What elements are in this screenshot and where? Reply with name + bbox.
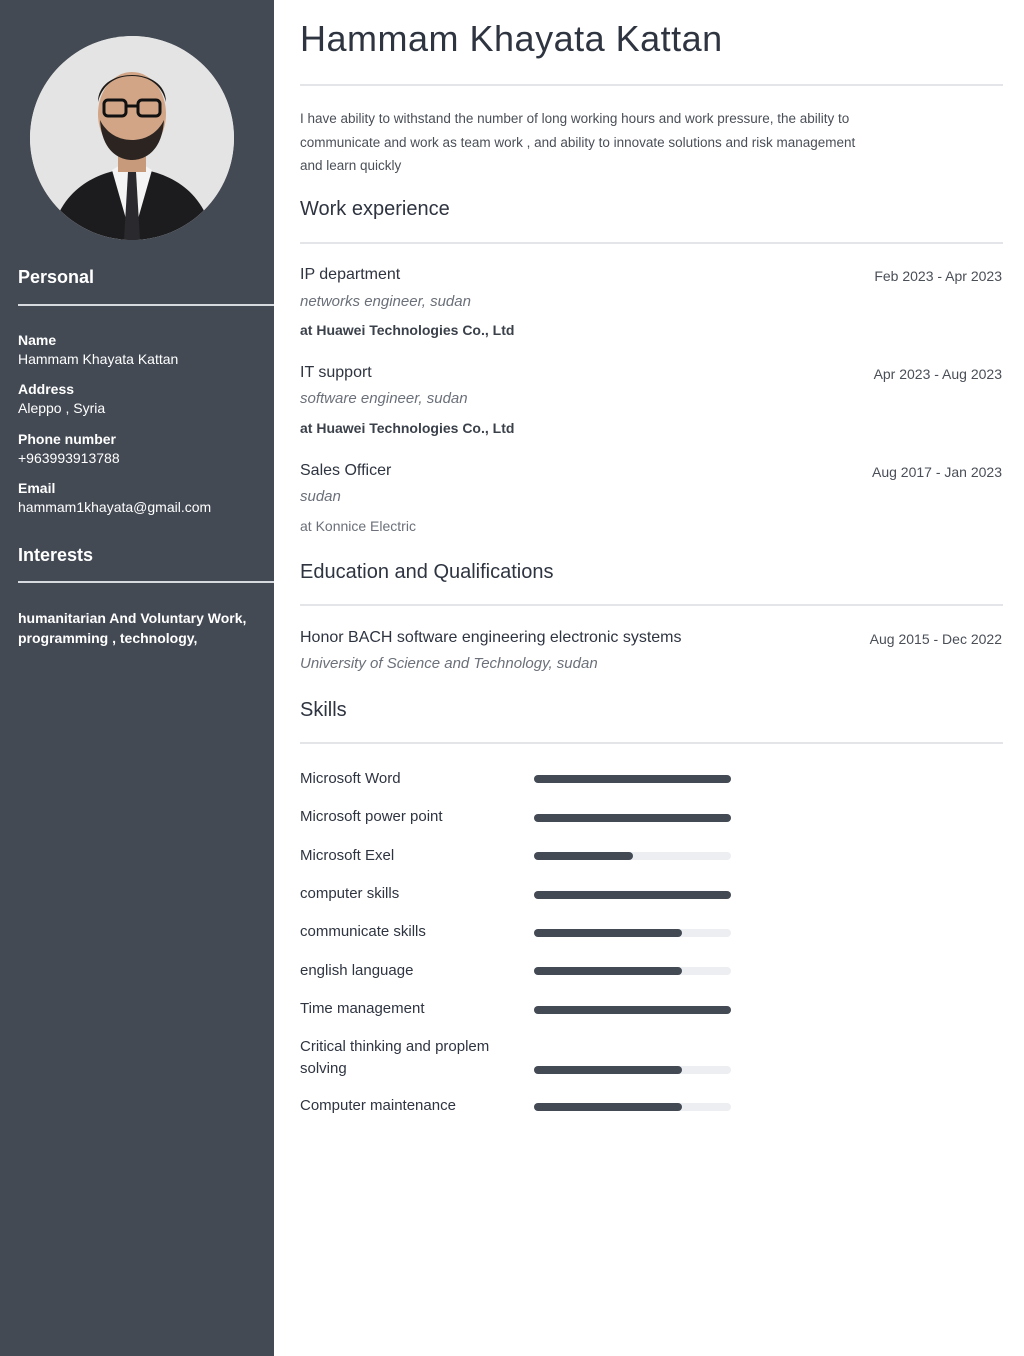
skill-bar-fill <box>534 775 731 783</box>
skills-divider <box>300 742 1003 744</box>
job-subtitle: sudan <box>300 488 341 505</box>
name-divider <box>300 84 1003 86</box>
skill-name: Critical thinking and proplem solving <box>300 1038 490 1077</box>
job-title: Sales Officer <box>300 462 392 479</box>
job-dates: Feb 2023 - Apr 2023 <box>874 268 1002 284</box>
profile-photo <box>30 36 234 240</box>
address-value: Aleppo , Syria <box>18 400 106 416</box>
sidebar <box>0 0 274 1356</box>
job-title: IT support <box>300 364 372 381</box>
job-company: at Huawei Technologies Co., Ltd <box>300 322 515 338</box>
personal-heading: Personal <box>18 267 95 287</box>
skill-name: Microsoft Exel <box>300 847 395 864</box>
skill-bar <box>534 814 731 822</box>
job-company: at Konnice Electric <box>300 518 416 534</box>
interests-divider <box>18 581 274 583</box>
skill-bar-fill <box>534 929 682 937</box>
job-dates: Apr 2023 - Aug 2023 <box>873 366 1002 382</box>
skill-bar-fill <box>534 891 731 899</box>
skill-name: Computer maintenance <box>300 1097 456 1114</box>
job-title: IP department <box>300 266 401 283</box>
skill-name: Microsoft power point <box>300 808 443 825</box>
skill-bar <box>534 852 731 860</box>
skill-bar-fill <box>534 1006 731 1014</box>
personal-divider <box>18 304 274 306</box>
email-label: Email <box>18 480 56 496</box>
skill-bar <box>534 1103 731 1111</box>
job-subtitle: software engineer, sudan <box>300 390 468 407</box>
address-label: Address <box>18 381 75 397</box>
skill-bar <box>534 1006 731 1014</box>
education-dates: Aug 2015 - Dec 2022 <box>869 631 1002 647</box>
name-label: Name <box>18 332 57 348</box>
education-divider <box>300 604 1003 606</box>
phone-value: +963993913788 <box>18 450 120 466</box>
job-company: at Huawei Technologies Co., Ltd <box>300 420 515 436</box>
skill-name: communicate skills <box>300 923 426 940</box>
skill-name: Time management <box>300 1000 425 1017</box>
skill-bar <box>534 891 731 899</box>
education-institution: University of Science and Technology, sudan <box>300 655 598 672</box>
resume-name: Hammam Khayata Kattan <box>300 18 723 59</box>
skill-name: Microsoft Word <box>300 770 401 787</box>
skill-bar <box>534 929 731 937</box>
skill-name: english language <box>300 962 414 979</box>
profile-summary: I have ability to withstand the number of long working hours and work pressure, the ability to communicate and work as team work , and ability to innovate solutions and risk management and learn quickly <box>300 111 856 173</box>
job-dates: Aug 2017 - Jan 2023 <box>872 464 1002 480</box>
skill-bar-fill <box>534 814 731 822</box>
education-title: Honor BACH software engineering electronic systems <box>300 629 682 646</box>
work-divider <box>300 242 1003 244</box>
education-heading: Education and Qualifications <box>300 561 554 583</box>
interests-heading: Interests <box>18 545 94 565</box>
phone-label: Phone number <box>18 431 117 447</box>
skill-bar-fill <box>534 852 633 860</box>
skill-bar-fill <box>534 1066 682 1074</box>
skill-bar-fill <box>534 967 682 975</box>
job-subtitle: networks engineer, sudan <box>300 293 471 310</box>
work-experience-heading: Work experience <box>300 198 450 220</box>
email-value: hammam1khayata@gmail.com <box>18 499 212 515</box>
skill-bar-fill <box>534 1103 682 1111</box>
skill-bar <box>534 775 731 783</box>
name-value: Hammam Khayata Kattan <box>18 351 179 367</box>
skill-name: computer skills <box>300 885 400 902</box>
skills-heading: Skills <box>300 699 347 721</box>
skill-bar <box>534 1066 731 1074</box>
skill-bar <box>534 967 731 975</box>
interests-text: humanitarian And Voluntary Work, programming , technology, <box>18 610 247 646</box>
